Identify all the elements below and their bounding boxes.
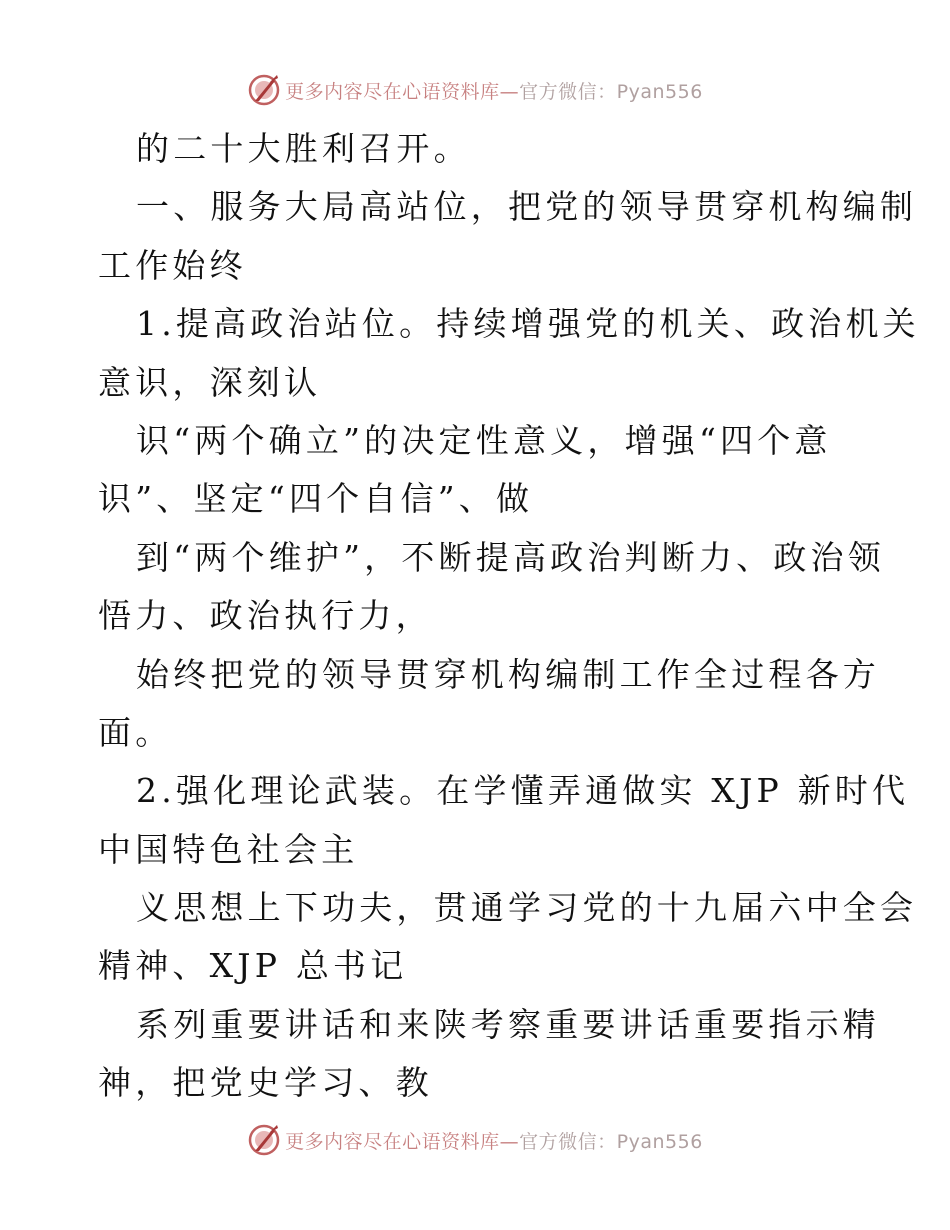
text-line: 1.提高政治站位。持续增强党的机关、政治机关 [136, 304, 920, 344]
text-line: 神，把党史学习、教 [98, 1063, 433, 1103]
quill-logo-icon [247, 73, 281, 107]
watermark-wechat-text: 官方微信：Pyan556 [519, 1130, 703, 1153]
watermark-main-text: 更多内容尽在心语资料库— [285, 80, 520, 103]
quill-logo-icon [247, 1123, 281, 1157]
text-line: 面。 [98, 712, 173, 752]
text-line: 义思想上下功夫，贯通学习党的十九届六中全会 [136, 888, 918, 928]
header-watermark [0, 70, 950, 110]
watermark-wechat-text: 官方微信：Pyan556 [519, 80, 703, 103]
text-line: 识”、坚定“四个自信”、做 [98, 479, 534, 519]
text-line: 系列重要讲话和来陕考察重要讲话重要指示精 [136, 1004, 880, 1044]
text-line: 工作始终 [98, 245, 247, 285]
text-line: 精神、XJP 总书记 [98, 946, 408, 986]
text-line: 意识，深刻认 [98, 362, 322, 402]
text-line: 2.强化理论武装。在学懂弄通做实 XJP 新时代 [136, 771, 910, 811]
text-line: 的二十大胜利召开。 [136, 129, 471, 168]
watermark-main-text: 更多内容尽在心语资料库— [285, 1130, 520, 1153]
text-line: 悟力、政治执行力， [98, 596, 433, 636]
document-body [98, 120, 920, 1113]
text-line: 识“两个确立”的决定性意义，增强“四个意 [136, 420, 832, 460]
text-line: 中国特色社会主 [98, 829, 359, 869]
text-line: 一、服务大局高站位，把党的领导贯穿机构编制 [136, 187, 918, 227]
text-line: 始终把党的领导贯穿机构编制工作全过程各方 [136, 654, 880, 694]
text-line: 到“两个维护”，不断提高政治判断力、政治领 [136, 537, 885, 577]
footer-watermark [0, 1120, 950, 1160]
